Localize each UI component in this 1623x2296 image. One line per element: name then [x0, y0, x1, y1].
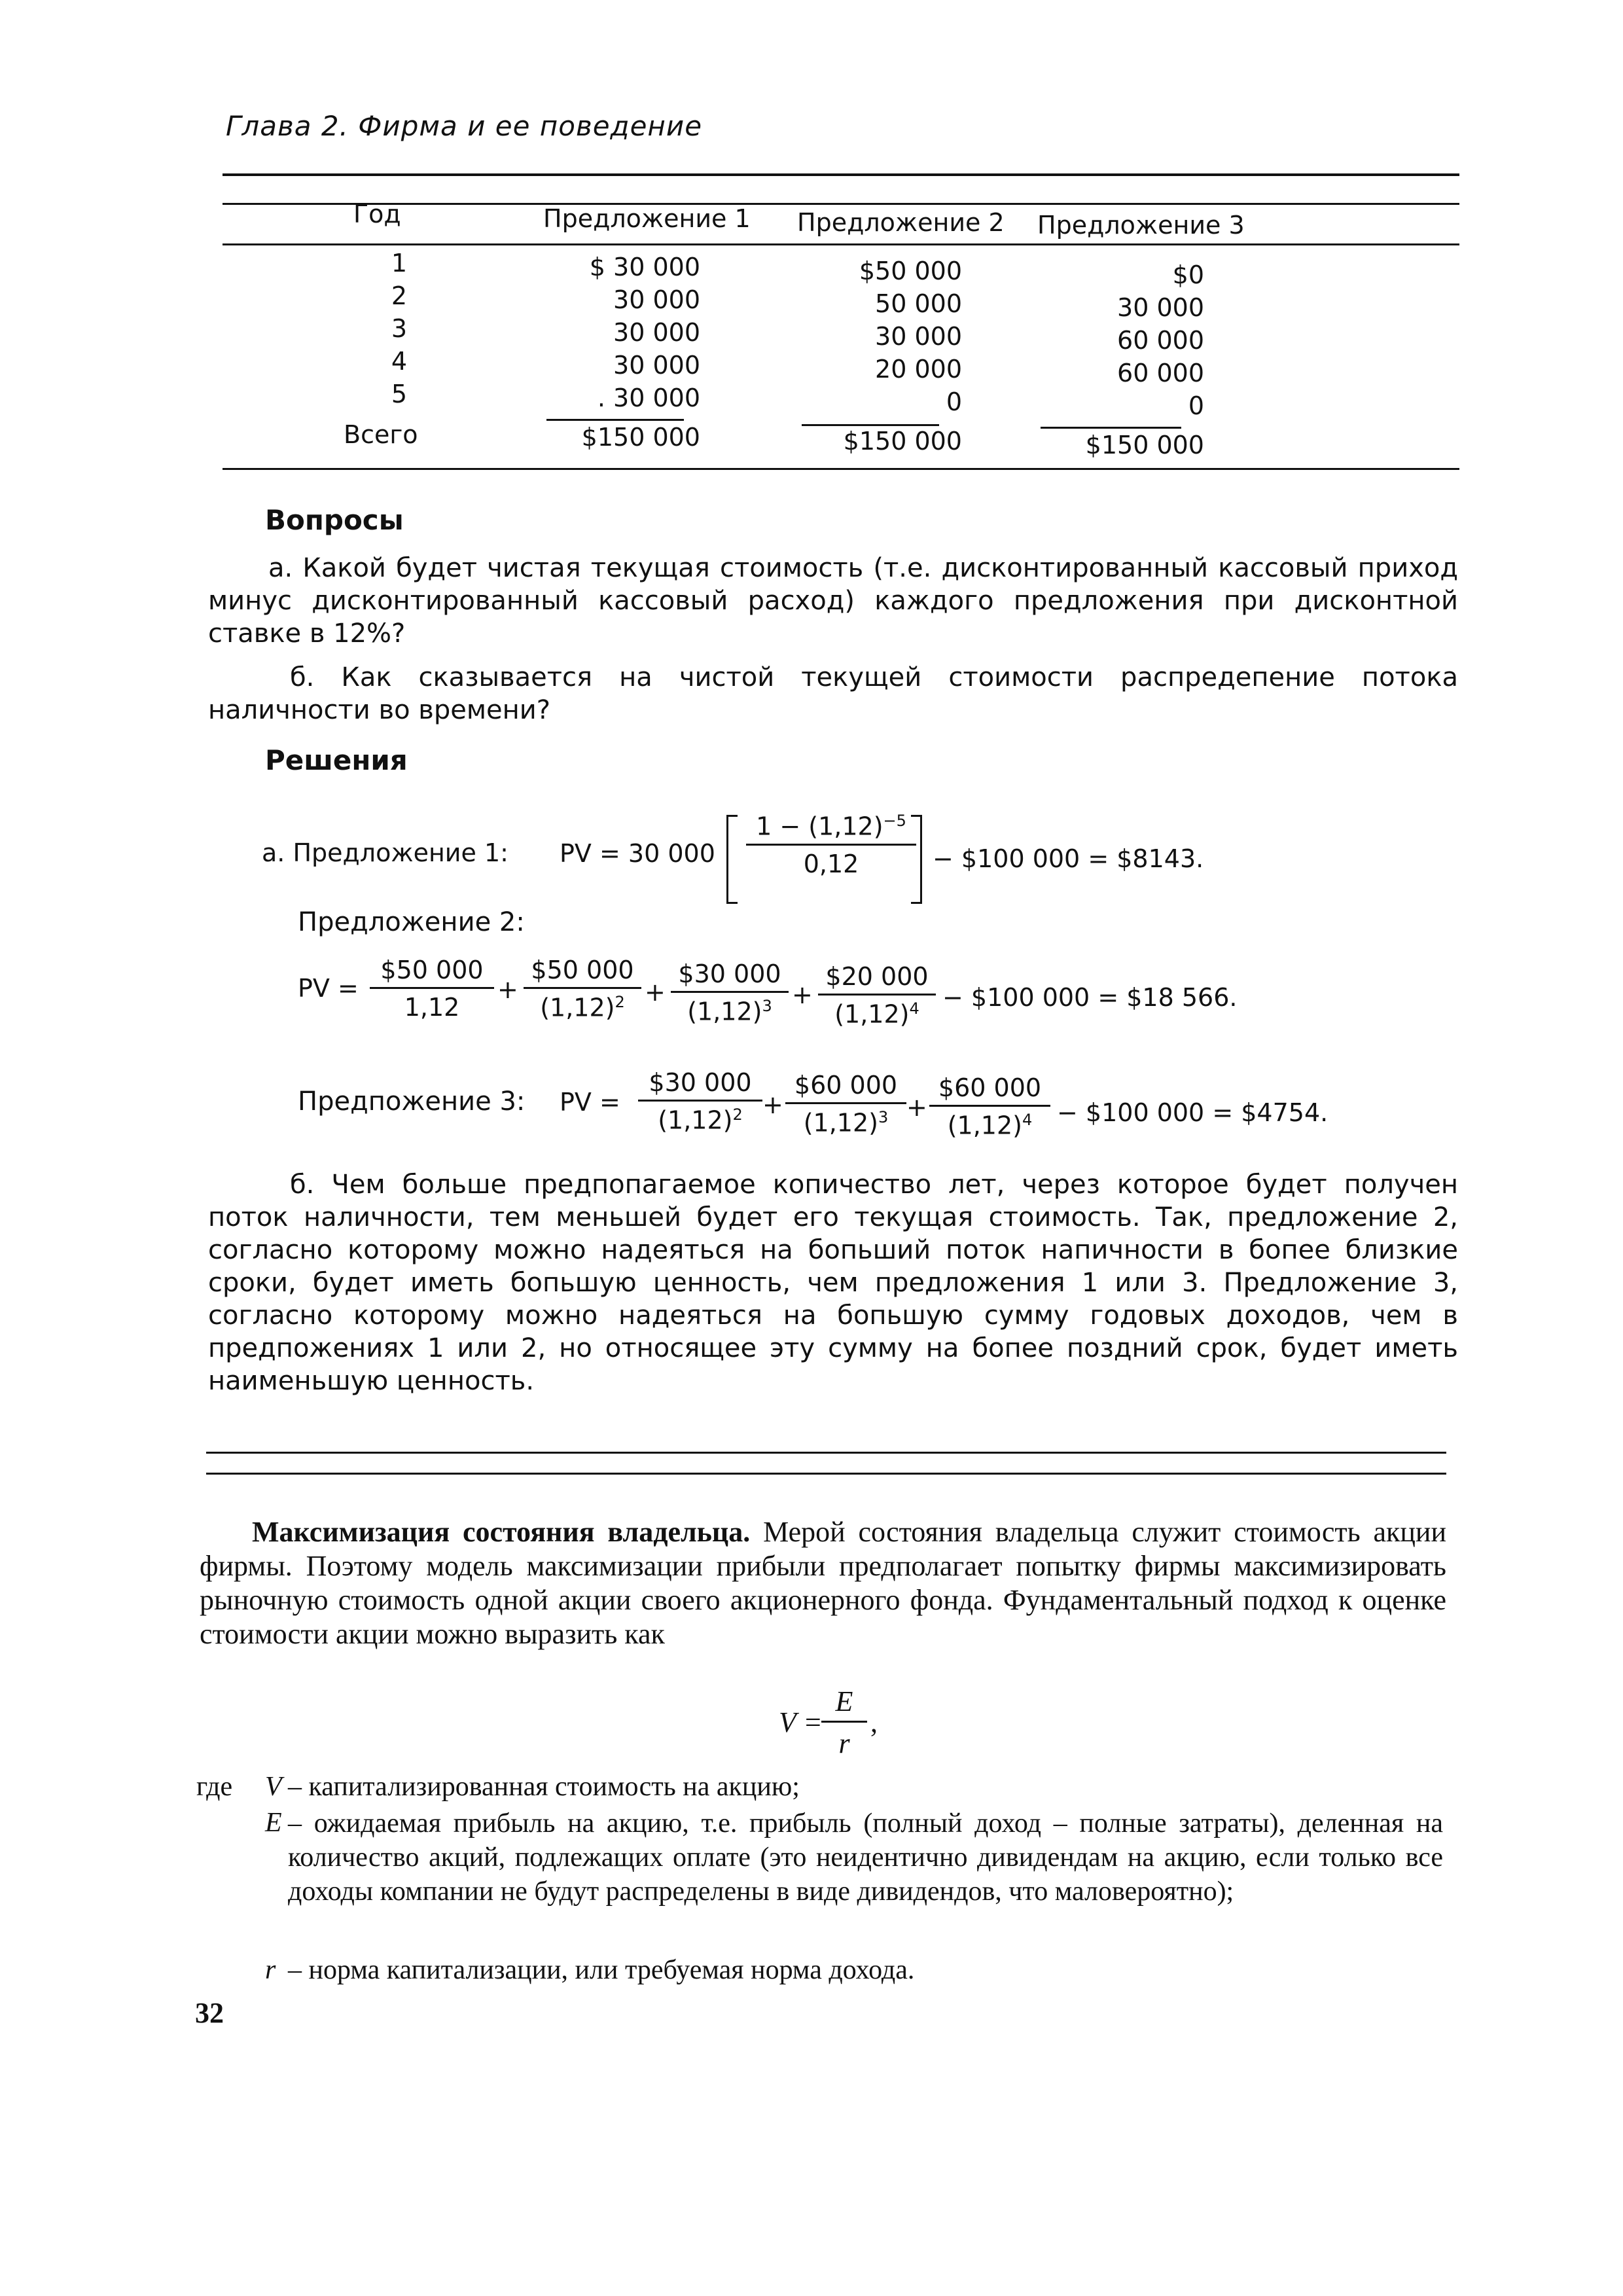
p2-tail: − $100 000 = $18 566. — [942, 983, 1238, 1012]
p1-lhs: PV = 30 000 — [560, 839, 715, 868]
cell-p2: 50 000 — [875, 289, 962, 318]
p2-term-2 — [524, 956, 641, 1022]
p1-fraction — [746, 812, 916, 878]
section-divider-bottom — [206, 1473, 1446, 1475]
p2-term-3-exp: 3 — [762, 997, 772, 1015]
section-divider-top — [206, 1452, 1446, 1454]
col-header-year: Год — [353, 200, 401, 228]
cell-total-p2: $150 000 — [843, 427, 962, 456]
cell-p1: $ 30 000 — [589, 253, 700, 281]
cell-total-p3: $150 000 — [1085, 431, 1204, 459]
p3-term-1-den: (1,12) — [658, 1105, 733, 1135]
cell-p2: 20 000 — [875, 355, 962, 384]
def-sym-e: E — [265, 1808, 282, 1838]
cell-year: 2 — [391, 281, 408, 310]
p1-label: а. Предложение 1: — [262, 838, 508, 867]
p2-term-2-exp: 2 — [615, 993, 625, 1011]
v-comma: , — [870, 1706, 878, 1738]
p1-tail: − $100 000 = $8143. — [933, 844, 1204, 873]
p3-term-1 — [638, 1068, 762, 1135]
cell-p1: 30 000 — [613, 285, 700, 314]
p1-num: 1 − (1,12) — [756, 812, 883, 841]
p2-term-1-den: 1,12 — [404, 993, 460, 1022]
p2-term-3-den: (1,12) — [687, 997, 762, 1026]
p2-term-4-num: $20 000 — [818, 962, 936, 996]
questions-title: Вопросы — [265, 504, 404, 536]
table-header-rule — [223, 243, 1459, 245]
header-rule — [223, 173, 1459, 176]
cell-p3: 30 000 — [1117, 293, 1204, 322]
p3-term-2-den: (1,12) — [803, 1108, 878, 1138]
p2-term-4-exp: 4 — [909, 999, 919, 1018]
subtotal-rule-p1 — [546, 419, 684, 421]
p3-term-2-exp: 3 — [878, 1108, 889, 1126]
p2-term-1-num: $50 000 — [370, 956, 494, 989]
p2-term-4-den: (1,12) — [834, 999, 910, 1029]
p3-term-1-num: $30 000 — [638, 1068, 762, 1102]
running-header: Глава 2. Фирма и ее поведение — [226, 110, 703, 142]
v-num: E — [821, 1685, 867, 1723]
cell-p1: 30 000 — [613, 351, 700, 380]
cell-total-p1: $150 000 — [581, 423, 700, 452]
question-b: б. Как сказывается на чистой текущей стоимости распредепение потока наличности во времени? — [208, 662, 1458, 725]
p3-term-1-exp: 2 — [732, 1105, 743, 1124]
p2-term-2-num: $50 000 — [524, 956, 641, 989]
col-header-p3: Предложение 3 — [1037, 211, 1245, 240]
p3-lhs: PV = — [560, 1088, 620, 1117]
p1-left-bracket — [726, 815, 738, 904]
body-lead-text: Мерой состояния владельца служит стоимость акции фирмы. Поэтому модель максимизации прибыли предполагает попытку фирмы максимизировать рыночную стоимость одной акции своего акционерного фонда. Фундаментальный подход к оценке стоимости акции можно выразить как — [200, 1516, 1447, 1650]
def-text-r: – норма капитализации, или требуемая норма дохода. — [288, 1955, 915, 1985]
cell-p3: $0 — [1172, 260, 1204, 289]
question-a: а. Какой будет чистая текущая стоимость (т.е. дисконтированный кассовый приход минус дисконтированный кассовый расход) каждого предложения при дисконтной ставке в 12%? — [208, 553, 1458, 649]
p3-plus-2: + — [906, 1093, 927, 1122]
p2-term-3-num: $30 000 — [671, 960, 789, 993]
p2-plus-1: + — [497, 975, 518, 1004]
cell-p3: 0 — [1188, 391, 1204, 420]
p3-term-2 — [785, 1071, 906, 1138]
subtotal-rule-p3 — [1041, 427, 1181, 429]
p2-term-1 — [370, 956, 494, 1022]
p3-term-3-den: (1,12) — [947, 1111, 1022, 1140]
p3-term-3-num: $60 000 — [929, 1073, 1050, 1107]
cell-p2: 0 — [946, 387, 962, 416]
solution-b: б. Чем больше предпопагаемое копичество лет, через которое будет получен поток наличности, тем меньшей будет его текущая стоимость. Так, предложение 2, согласно которому можно надеяться на бопьший поток напичности в бопее близкие сроки, будет иметь бопьшую ценность, чем предложения 1 или 3. Предложение 3, согласно которому можно надеяться на бопьшую сумму годовых доходов, чем в предпожениях 1 или 2, но относящее эту сумму на бопее поздний срок, будет иметь наименьшую ценность. — [208, 1170, 1458, 1396]
p2-term-3 — [671, 960, 789, 1026]
body-paragraph — [200, 1515, 1446, 1651]
table-bottom-rule — [223, 468, 1459, 470]
v-den: r — [838, 1727, 850, 1759]
p2-plus-3: + — [792, 980, 813, 1009]
cell-p2: $50 000 — [859, 257, 962, 285]
p3-tail: − $100 000 = $4754. — [1057, 1098, 1329, 1127]
cell-year: 5 — [391, 380, 408, 408]
solutions-title: Решения — [265, 744, 408, 776]
page-number: 32 — [195, 1997, 224, 2029]
p3-term-2-num: $60 000 — [785, 1071, 906, 1104]
cell-p2: 30 000 — [875, 322, 962, 351]
cell-total-label: Всего — [344, 420, 418, 449]
v-lhs: V = — [779, 1706, 823, 1738]
p1-num-exp: −5 — [883, 812, 906, 830]
table-top-rule — [223, 203, 1459, 205]
def-sym-r: r — [265, 1955, 276, 1985]
p3-term-3-exp: 4 — [1022, 1111, 1033, 1129]
cell-year: 3 — [391, 314, 408, 343]
cell-p3: 60 000 — [1117, 326, 1204, 355]
col-header-p1: Предложение 1 — [543, 204, 751, 233]
cell-p1: . 30 000 — [597, 384, 700, 412]
p3-label: Предпожение 3: — [298, 1086, 526, 1117]
col-header-p2: Предложение 2 — [797, 208, 1005, 237]
cell-p1: 30 000 — [613, 318, 700, 347]
body-lead-bold: Максимизация состояния владельца. — [252, 1516, 751, 1548]
p1-right-bracket — [911, 815, 922, 904]
subtotal-rule-p2 — [802, 424, 939, 426]
p2-term-2-den: (1,12) — [540, 993, 615, 1022]
p2-label: Предложение 2: — [298, 907, 525, 937]
p3-term-3 — [929, 1073, 1050, 1140]
cell-year: 1 — [391, 249, 408, 278]
p2-lhs: PV = — [298, 974, 359, 1003]
p2-term-4 — [818, 962, 936, 1029]
p3-plus-1: + — [762, 1090, 783, 1119]
cell-p3: 60 000 — [1117, 359, 1204, 387]
def-lead: где — [196, 1772, 233, 1802]
p2-plus-2: + — [645, 978, 666, 1007]
v-fraction — [821, 1685, 867, 1760]
def-sym-v: V — [265, 1772, 282, 1802]
p1-den: 0,12 — [803, 849, 859, 878]
def-text-v: – капитализированная стоимость на акцию; — [288, 1772, 800, 1802]
def-text-e: – ожидаемая прибыль на акцию, т.е. прибыль (полный доход – полные затраты), деленная на количество акций, подлежащих оплате (это неидентично дивидендам на акцию, если только все доходы компании не будут распределены в виде дивидендов, что маловероятно); — [288, 1808, 1443, 1907]
cell-year: 4 — [391, 347, 408, 376]
